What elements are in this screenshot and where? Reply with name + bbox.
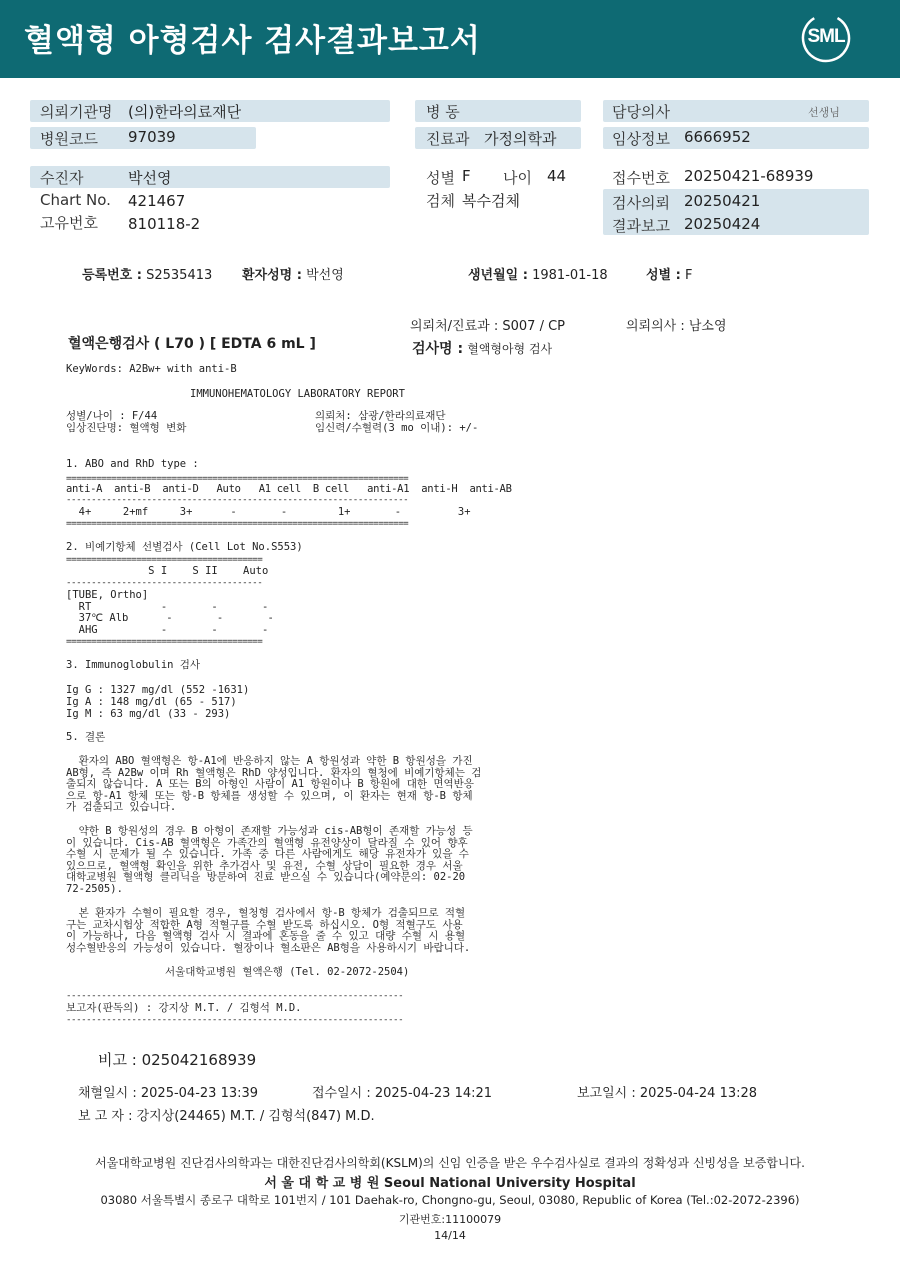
- clinical-label: 임상정보: [612, 130, 670, 148]
- ward-label: 병 동: [426, 103, 460, 121]
- receive-time: [312, 1082, 492, 1101]
- regno: [82, 264, 212, 283]
- age-value: 44: [547, 167, 567, 185]
- conclusion-paragraph-3: 본 환자가 수혈이 필요할 경우, 혈청형 검사에서 항-B 항체가 검출되므로 적혈 구는 교차시험상 적합한 A형 적혈구를 수혈 받도록 하십시오. O형 적혈구도 사용 이 가능하나, 다음 혈액형 검사 시 결과에 혼동을 줄 수 있고 대량 수혈 시 용혈 성수혈반응의 가능성이 있습니다. 혈장이나 혈소판은 AB형을 사용하시기 바랍니다.: [66, 907, 471, 954]
- name-label: 환자성명 :: [242, 268, 302, 283]
- patient-value: 박선영: [128, 169, 172, 187]
- rule-long: -------------------------------------------------------------------: [66, 990, 404, 1001]
- req-label: 검사의뢰: [612, 194, 670, 212]
- rep-label: 결과보고: [612, 217, 670, 235]
- collect-label: 채혈일시 :: [78, 1086, 137, 1101]
- specimen-label: 검체: [426, 192, 455, 210]
- conclusion-paragraph-1: 환자의 ABO 혈액형은 항-A1에 반응하지 않는 A 항원성과 약한 B 항원성을 가진 AB형, 즉 A2Bw 이며 Rh 혈액형은 RhD 양성입니다. 환자의 혈청에 비예기항체는 검 출되지 않습니다. A 또는 B의 아형인 사람이 A1 항원이나 B 항원에 대한 면역반응 으로 항-A1 항체 또는 항-B 항체를 생성할 수 있으며, 이 환자는 현재 항-B 항체 가 검출되고 있습니다.: [66, 755, 482, 813]
- logo-text: SML: [807, 26, 845, 47]
- diagnosis: 임상진단명: 혈액형 변화: [66, 422, 187, 434]
- hospital-address: 03080 서울특별시 종로구 대학로 101번지 / 101 Daehak-ro, Chongno-gu, Seoul, 03080, Republic of Korea (Tel.:02-2072-2396): [100, 1193, 800, 1207]
- bloodbank: 서울대학교병원 혈액은행 (Tel. 02-2072-2504): [165, 966, 410, 978]
- patient-label: 수진자: [40, 169, 84, 187]
- report-time: [577, 1082, 757, 1101]
- section1-header: anti-A anti-B anti-D Auto A1 cell B cell anti-A1 anti-H anti-AB: [66, 483, 512, 495]
- footer-reporter-label: 보 고 자 :: [78, 1109, 133, 1124]
- dob: [468, 264, 608, 283]
- collect-time: [78, 1082, 258, 1101]
- record-sex-value: F: [684, 268, 693, 283]
- report-value: 2025-04-24 13:28: [639, 1086, 758, 1101]
- accno-label: 접수번호: [612, 169, 670, 187]
- test-name: [412, 338, 552, 358]
- remark: [98, 1049, 256, 1070]
- uid-value: 810118-2: [128, 215, 201, 233]
- igm: Ig M : 63 mg/dl (33 - 293): [66, 708, 231, 720]
- test-title: 혈액은행검사 ( L70 ) [ EDTA 6 mL ]: [68, 336, 316, 352]
- hospcode-value: 97039: [128, 128, 176, 146]
- footer-reporter-value: 강지상(24465) M.T. / 김형석(847) M.D.: [136, 1109, 375, 1124]
- dept-label: 진료과: [426, 130, 470, 148]
- keywords: KeyWords: A2Bw+ with anti-B: [66, 363, 237, 375]
- test-name-label: 검사명 :: [412, 341, 464, 357]
- section1-rule-end: ====================================================================: [66, 518, 409, 529]
- igg: Ig G : 1327 mg/dl (552 -1631): [66, 684, 250, 696]
- report-header: [0, 0, 900, 78]
- section2-title: 2. 비예기항체 선별검사 (Cell Lot No.S553): [66, 541, 303, 553]
- dob-label: 생년월일 :: [468, 268, 528, 283]
- doctor-suffix: 선생님: [808, 106, 840, 119]
- client-label: 의뢰기관명: [40, 103, 113, 121]
- record-sex-label: 성별 :: [646, 268, 681, 283]
- age-label: 나이: [503, 169, 532, 187]
- client-line: 의뢰처: 삼광/한라의료재단: [315, 410, 446, 422]
- institution-number: 기관번호:11100079: [398, 1213, 502, 1226]
- section1-dash: --------------------------------------------------------------------: [66, 494, 409, 505]
- referrer: 의뢰처/진료과 : S007 / CP: [410, 319, 565, 334]
- certification: 서울대학교병원 진단검사의학과는 대한진단검사의학회(KSLM)의 신임 인증을 받은 우수검사실로 결과의 정확성과 신빙성을 보증합니다.: [95, 1156, 805, 1170]
- page-number: 14/14: [434, 1229, 466, 1242]
- regno-value: S2535413: [146, 268, 213, 283]
- collect-value: 2025-04-23 13:39: [140, 1086, 259, 1101]
- sex-value: F: [462, 167, 471, 185]
- iga: Ig A : 148 mg/dl (65 - 517): [66, 696, 237, 708]
- client-value: (의)한라의료재단: [128, 103, 242, 121]
- remark-value: 025042168939: [141, 1051, 257, 1069]
- section2-dash: ---------------------------------------: [66, 577, 263, 588]
- section3-title: 3. Immunoglobulin 검사: [66, 659, 201, 671]
- requesting-doctor: 의뢰의사 : 남소영: [626, 319, 727, 334]
- test-name-value: 혈액형아형 검사: [467, 342, 553, 356]
- report-reporter: 보고자(판독의) : 강지상 M.T. / 김형석 M.D.: [66, 1002, 302, 1014]
- hospital-name: 서 울 대 학 교 병 원 Seoul National University Hospital: [264, 1176, 636, 1191]
- section2-rule-end: =======================================: [66, 636, 263, 647]
- dept-value: 가정의학과: [484, 130, 557, 148]
- req-value: 20250421: [684, 192, 761, 210]
- pregnancy: 임신력/수혈력(3 mo 이내): +/-: [315, 422, 479, 434]
- regno-label: 등록번호 :: [82, 268, 142, 283]
- lab-title: IMMUNOHEMATOLOGY LABORATORY REPORT: [190, 388, 405, 400]
- patient-name: [242, 264, 344, 283]
- accno-value: 20250421-68939: [684, 167, 814, 185]
- specimen-value: 복수검체: [462, 192, 520, 210]
- doctor-label: 담당의사: [612, 103, 670, 121]
- uid-label: 고유번호: [40, 214, 98, 232]
- section2-header: S I S II Auto: [66, 565, 269, 577]
- record-sex: [646, 264, 692, 283]
- section2-rows: [TUBE, Ortho] RT - - - 37℃ Alb - - - AHG - - -: [66, 589, 274, 636]
- section1-rule: ====================================================================: [66, 473, 409, 484]
- chart-label: Chart No.: [40, 191, 111, 209]
- chart-value: 421467: [128, 192, 186, 210]
- receive-value: 2025-04-23 14:21: [374, 1086, 493, 1101]
- section1-values: 4+ 2+mf 3+ - - 1+ - 3+: [66, 506, 471, 518]
- receive-label: 접수일시 :: [312, 1086, 371, 1101]
- section2-rule: =======================================: [66, 554, 263, 565]
- hospcode-label: 병원코드: [40, 130, 98, 148]
- remark-label: 비고 :: [98, 1051, 137, 1069]
- patient-bar: [30, 166, 390, 188]
- sex-label: 성별: [426, 169, 455, 187]
- dob-value: 1981-01-18: [532, 268, 608, 283]
- rule-end: -------------------------------------------------------------------: [66, 1014, 404, 1025]
- name-value: 박선영: [306, 268, 344, 283]
- rep-value: 20250424: [684, 215, 761, 233]
- conclusion-paragraph-2: 약한 B 항원성의 경우 B 아형이 존재할 가능성과 cis-AB형이 존재할 가능성 등 이 있습니다. Cis-AB 혈액형은 가족간의 혈액형 유전양상이 달라질 수 있어 향후 수혈 시 문제가 될 수 있습니다. 가족 중 다른 사람에게도 해당 유전자가 있을 수 있으므로, 혈액형 확인을 위한 추가검사 및 유전, 수혈 상담이 필요한 경우 서울 대학교병원 혈액형 클리닉을 방문하여 진료 받으실 수 있습니다(예약문의: 02-20 72-2505).: [66, 825, 473, 895]
- report-title: 혈액형 아형검사 검사결과보고서: [24, 23, 481, 59]
- sex-age: 성별/나이 : F/44: [66, 410, 158, 422]
- footer-reporter: [78, 1105, 375, 1124]
- clinical-value: 6666952: [684, 128, 751, 146]
- report-label: 보고일시 :: [577, 1086, 636, 1101]
- section5-title: 5. 결론: [66, 731, 106, 743]
- section1-title: 1. ABO and RhD type :: [66, 458, 199, 470]
